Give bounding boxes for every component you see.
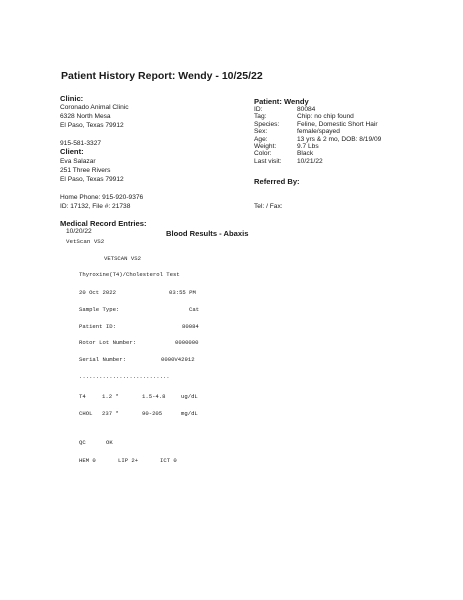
result-value: 1.2 *	[102, 393, 119, 400]
record-entry-title: Blood Results - Abaxis	[166, 229, 249, 238]
clinic-heading: Clinic:	[60, 94, 84, 103]
sample-type-label: Sample Type:	[79, 306, 120, 313]
result-value: 237 *	[102, 410, 119, 417]
patient-heading: Patient: Wendy	[254, 97, 309, 106]
patient-field-label: Color:	[254, 150, 272, 158]
patient-field-label: Last visit:	[254, 157, 282, 165]
printout-test-name: Thyroxine(T4)/Cholesterol Test	[79, 271, 180, 278]
client-id-file: ID: 17132, File #: 21738	[60, 203, 131, 210]
result-range: 1.5-4.8	[142, 393, 166, 400]
patient-field-value: 80084	[297, 106, 316, 113]
qc-label: QC	[79, 439, 86, 446]
patient-field-label: Sex:	[254, 128, 268, 136]
patient-field-label: Tag:	[254, 113, 267, 121]
vetscan-label: VetScan VS2	[66, 238, 105, 245]
result-unit: mg/dL	[181, 410, 198, 417]
clinic-name: Coronado Animal Clinic	[60, 104, 129, 111]
clinic-address-line1: 6328 North Mesa	[60, 113, 111, 120]
patient-field-label: ID:	[254, 106, 263, 113]
patient-id-value: 80084	[182, 323, 199, 330]
result-name: T4	[79, 393, 86, 400]
medical-record-heading: Medical Record Entries:	[60, 219, 147, 228]
sample-type-value: Cat	[189, 306, 200, 313]
rotor-lot-label: Rotor Lot Number:	[79, 339, 137, 346]
printout-date: 20 Oct 2022	[79, 289, 116, 296]
patient-field-value: 9.7 Lbs	[297, 143, 319, 150]
patient-field-label: Age:	[254, 135, 268, 143]
result-range: 90-205	[142, 410, 163, 417]
tel-fax: Tel: / Fax:	[254, 203, 283, 210]
serial-number-label: Serial Number:	[79, 356, 126, 363]
client-address-line2: El Paso, Texas 79912	[60, 176, 124, 183]
lip-index: LIP 2+	[118, 457, 139, 464]
patient-field-value: 10/21/22	[297, 157, 323, 165]
client-name: Eva Salazar	[60, 158, 96, 165]
patient-field-value: 13 yrs & 2 mo, DOB: 8/19/09	[297, 135, 382, 143]
printout-device: VETSCAN VS2	[104, 255, 141, 262]
client-home-phone: Home Phone: 915-920-9376	[60, 194, 144, 201]
serial-number-value: 0000V42912	[161, 356, 195, 363]
hem-index: HEM 0	[79, 457, 96, 464]
referred-by-heading: Referred By:	[254, 177, 300, 186]
patient-field-label: Weight:	[254, 143, 277, 150]
qc-value: OK	[106, 439, 113, 446]
clinic-phone: 915-581-3327	[60, 140, 102, 147]
patient-field-value: Black	[297, 150, 314, 158]
ict-index: ICT 0	[160, 457, 177, 464]
dotted-separator: ...........................	[79, 373, 170, 380]
printout-time: 03:55 PM	[169, 289, 196, 296]
patient-field-value: female/spayed	[297, 128, 340, 136]
client-address-line1: 251 Three Rivers	[60, 167, 111, 174]
patient-field-value: Chip: no chip found	[297, 113, 354, 121]
patient-field-label: Species:	[254, 120, 280, 128]
clinic-address-line2: El Paso, Texas 79912	[60, 122, 124, 129]
result-unit: ug/dL	[181, 393, 198, 400]
client-heading: Client:	[60, 147, 84, 156]
rotor-lot-value: 0000000	[175, 339, 199, 346]
report-title: Patient History Report: Wendy - 10/25/22	[61, 70, 263, 82]
patient-id-label: Patient ID:	[79, 323, 116, 330]
patient-field-value: Feline, Domestic Short Hair	[297, 120, 378, 128]
result-name: CHOL	[79, 410, 93, 417]
record-entry-date: 10/20/22	[66, 228, 92, 235]
